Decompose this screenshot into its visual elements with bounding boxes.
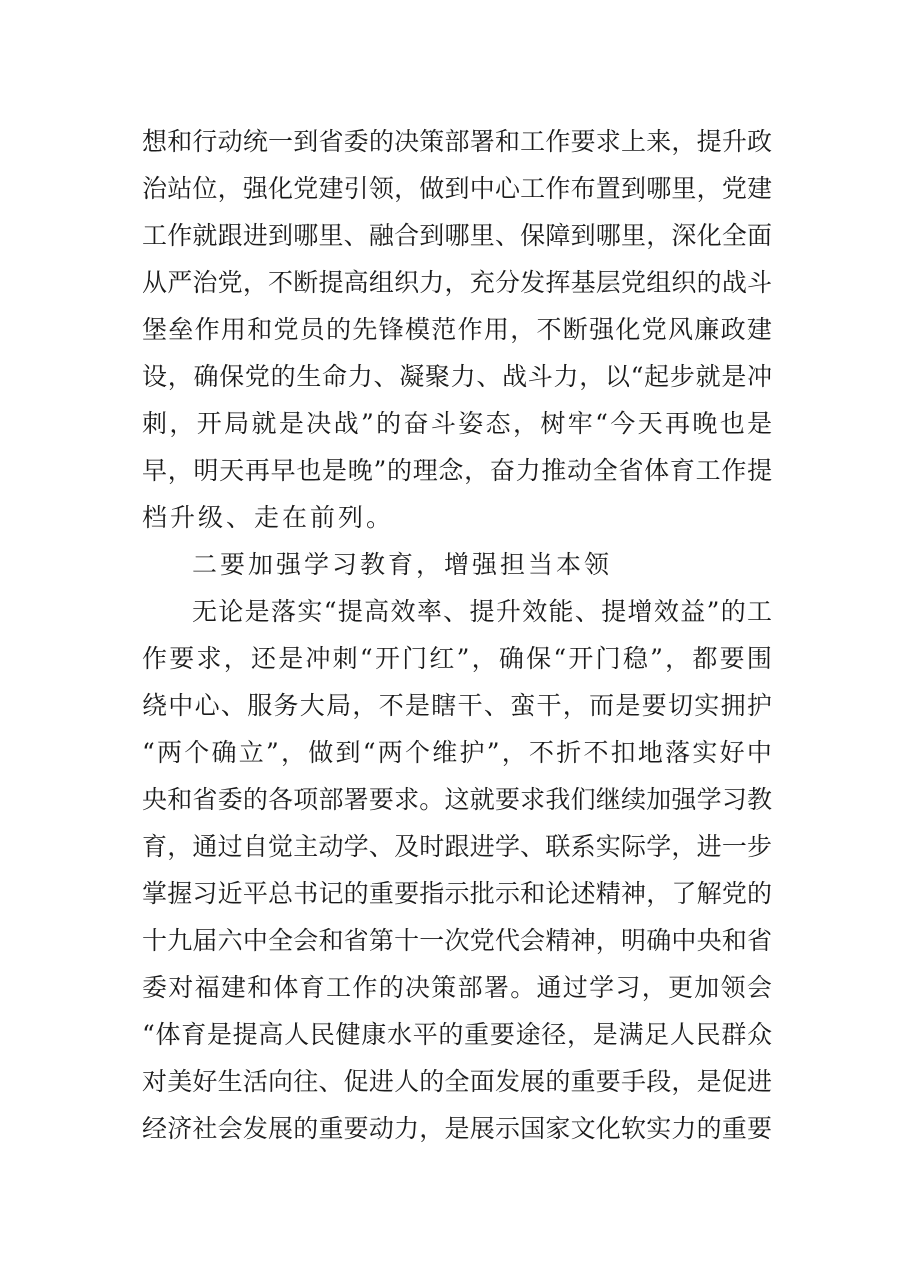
paragraph-1 — [142, 118, 775, 541]
section-heading: 二要加强学习教育，增强担当本领 — [192, 550, 613, 579]
text-line: “体育是提高人民健康水平的重要途径，是满足人民群众 — [142, 1020, 773, 1049]
text-line: 掌握习近平总书记的重要指示批示和论述精神，了解党的 — [142, 879, 773, 908]
text-line: 工作就跟进到哪里、融合到哪里、保障到哪里，深化全面 — [142, 221, 773, 250]
text-line: 对美好生活向往、促进人的全面发展的重要手段，是促进 — [142, 1067, 773, 1096]
text-line: “两个确立”，做到“两个维护”，不折不扣地落实好中 — [142, 738, 775, 767]
text-line: 无论是落实“提高效率、提升效能、提增效益”的工 — [192, 597, 774, 626]
text-line: 治站位，强化党建引领，做到中心工作布置到哪里，党建 — [142, 174, 773, 203]
paragraph-2 — [142, 588, 775, 1152]
text-line: 央和省委的各项部署要求。这就要求我们继续加强学习教 — [142, 785, 773, 814]
text-line: 绕中心、服务大局，不是瞎干、蛮干，而是要切实拥护 — [142, 691, 774, 720]
text-line: 刺，开局就是决战”的奋斗姿态，树牢“今天再晚也是 — [142, 409, 775, 438]
text-line: 从严治党，不断提高组织力，充分发挥基层党组织的战斗 — [142, 268, 773, 297]
text-line: 委对福建和体育工作的决策部署。通过学习，更加领会 — [142, 973, 774, 1002]
text-line: 十九届六中全会和省第十一次党代会精神，明确中央和省 — [142, 926, 773, 955]
body-text — [142, 118, 775, 1152]
text-line: 档升级、走在前列。 — [142, 503, 395, 532]
text-line: 堡垒作用和党员的先锋模范作用，不断强化党风廉政建 — [142, 315, 774, 344]
text-line: 想和行动统一到省委的决策部署和工作要求上来，提升政 — [142, 127, 773, 156]
text-line: 经济社会发展的重要动力，是展示国家文化软实力的重要 — [142, 1114, 773, 1143]
text-line: 作要求，还是冲刺“开门红”，确保“开门稳”，都要围 — [142, 644, 775, 673]
text-line: 育，通过自觉主动学、及时跟进学、联系实际学，进一步 — [142, 832, 773, 861]
text-line: 设，确保党的生命力、凝聚力、战斗力，以“起步就是冲 — [142, 362, 773, 391]
text-line: 早，明天再早也是晚”的理念，奋力推动全省体育工作提 — [142, 456, 773, 485]
